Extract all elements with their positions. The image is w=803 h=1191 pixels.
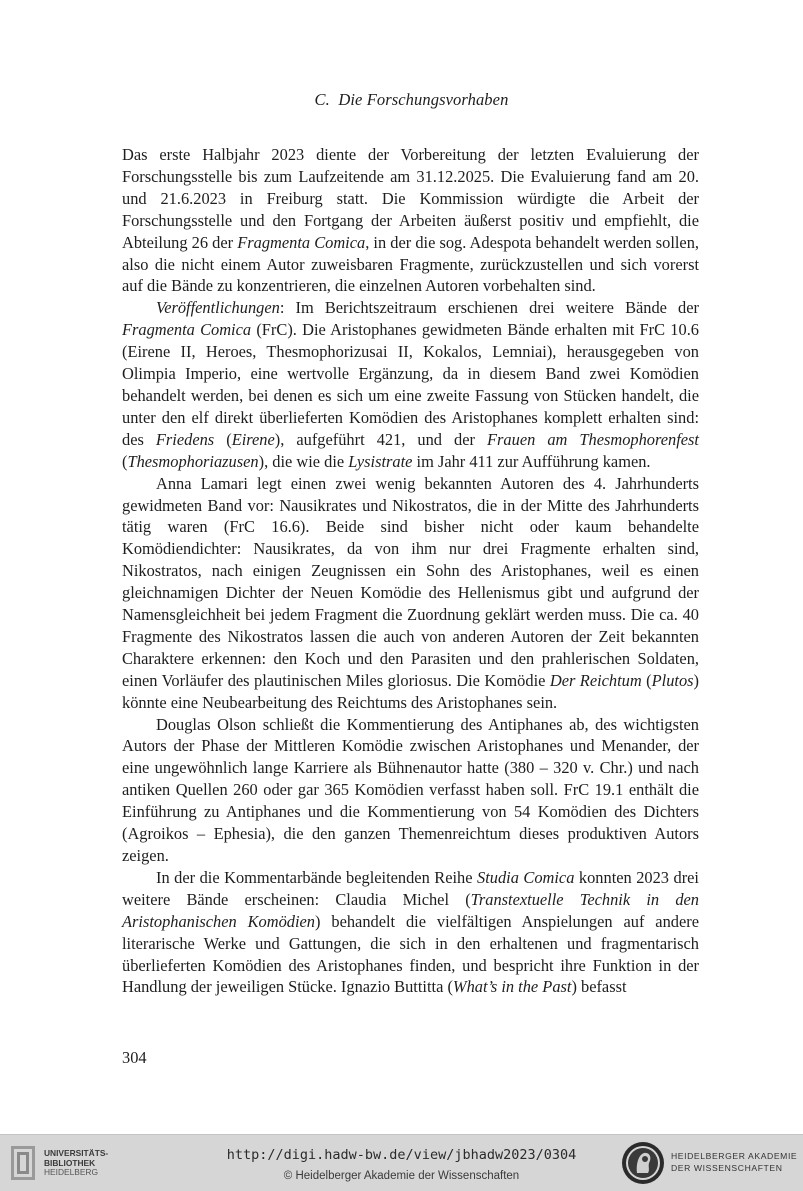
academy-seal-icon <box>621 1141 665 1185</box>
section-title: Die Forschungsvorhaben <box>338 90 509 109</box>
page-number: 304 <box>122 1048 147 1067</box>
copyright-notice: © Heidelberger Akademie der Wissenschaften <box>283 1170 520 1182</box>
permalink-url[interactable]: http://digi.hadw-bw.de/view/jbhadw2023/0304 <box>226 1147 577 1163</box>
running-head <box>0 90 803 110</box>
paragraph-2: Veröffentlichungen: Im Berichtszeitraum erschienen drei weitere Bände der Fragmenta Comica (FrC). Die Aristophanes gewidmeten Bände erhalten mit FrC 10.6 (Eirene II, Heroes, Thesmophorizusai II, Kokalos, Lemniai), herausgegeben von Olimpia Imperio, eine wertvolle Ergänzung, da in diesem Band zwei Komödien behandelt werden, bei denen es sich um eine zweite Fassung von Stücken handelt, die unter den elf direkt überlieferten Komödien des Aristophanes komplett erhalten sind: des Friedens (Eirene), aufgeführt 421, und der Frauen am Thesmophorenfest (Thesmophoriazusen), die wie die Lysistrate im Jahr 411 zur Aufführung kamen. <box>122 298 699 471</box>
section-letter: C. <box>314 90 330 109</box>
viewer-footer <box>0 1134 803 1191</box>
paragraph-5: In der die Kommentarbände begleitenden Reihe Studia Comica konnten 2023 drei weitere Bände erscheinen: Claudia Michel (Transtextuelle Technik in den Aristophanischen Komödien) behandelt die vielfältigen Anspielungen auf andere literarische Werke und Gattungen, die sich in den erhaltenen und fragmentarisch überlieferten Komödien des Aristophanes finden, und bespricht ihre Funktion in der Handlung der jeweiligen Stücke. Ignazio Buttitta (What’s in the Past) befasst <box>122 867 699 997</box>
paragraph-3: Anna Lamari legt einen zwei wenig bekannten Autoren des 4. Jahrhunderts gewidmeten Band vor: Nausikrates und Nikostratos, die in der Mitte des Jahrhunderts tätig waren (FrC 16.6). Beide sind bisher nicht oder kaum behandelte Komödiendichter: Nausikrates, da von ihm nur drei Fragmente erhalten sind, Nikostratos, nach einigen Zeugnissen ein Sohn des Aristophanes, weil es einen gleichnamigen Dichter der Neuen Komödie des Hellenismus gibt und aufgrund der Namensgleichheit bei jedem Fragment die Zuordnung geklärt werden muss. Die ca. 40 Fragmente des Nikostratos lassen die auch von anderen Autoren der Zeit bekannten Charaktere erkennen: den Koch und den Parasiten und den prahlerischen Soldaten, einen Vorläufer des plautinischen Miles gloriosus. Die Komödie Der Reichtum (Plutos) könnte eine Neubearbeitung des Reichtums des Aristophanes sein. <box>122 473 699 712</box>
paragraph-4: Douglas Olson schließt die Kommentierung des Antiphanes ab, des wichtigsten Autors der Phase der Mittleren Komödie zwischen Aristophanes und Menander, der eine ungewöhnlich lange Karriere als Bühnenautor hatte (380 – 320 v. Chr.) und nach antiken Quellen 260 oder gar 365 Komödien verfasst haben soll. FrC 19.1 enthält die Einführung zu Antiphanes und die Kommentierung von 54 Komödien des Dichters (Agroikos – Ephesia), die den ganzen Themenreichtum dieses produktiven Autors zeigen. <box>122 714 699 865</box>
paragraph-1: Das erste Halbjahr 2023 diente der Vorbereitung der letzten Evaluierung der Forschungsstelle bis zum Laufzeitende am 31.12.2025. Die Evaluierung fand am 20. und 21.6.2023 in Freiburg statt. Die Kommission würdigte die Arbeit der Forschungsstelle und den Fortgang der Arbeiten äußerst positiv und empfiehlt, die Abteilung 26 der Fragmenta Comica, in der die sog. Adespota behandelt werden sollen, also die nicht einem Autor zuweisbaren Fragmente, zurückzustellen und sich vorerst auf die Bände zu konzentrieren, die einzelnen Autoren vorbehalten sind. <box>122 145 699 296</box>
university-library-label: UNIVERSITÄTS- BIBLIOTHEK HEIDELBERG <box>44 1148 109 1177</box>
academy-label: HEIDELBERGER AKADEMIE DER WISSENSCHAFTEN <box>671 1151 798 1173</box>
body-text <box>122 144 699 998</box>
